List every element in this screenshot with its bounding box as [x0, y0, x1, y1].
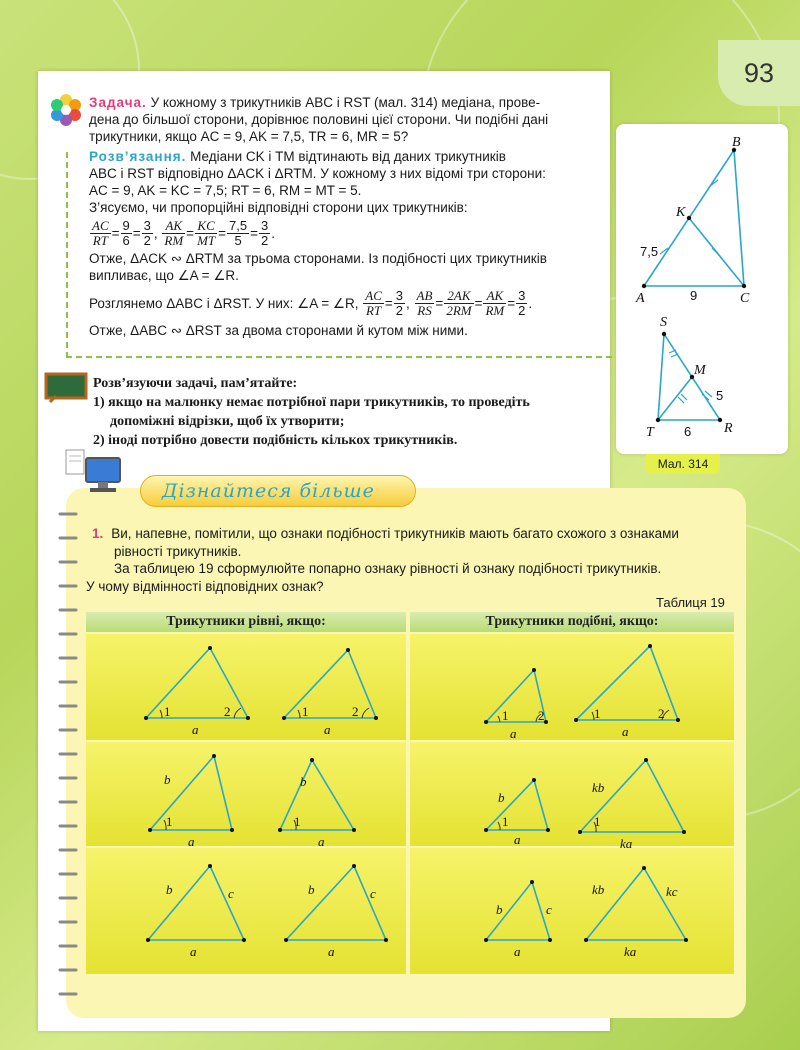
- notebook-spiral: [58, 508, 82, 998]
- side-label: kb: [592, 780, 605, 795]
- side-label: ka: [620, 836, 633, 851]
- angle-label: 1: [502, 814, 509, 829]
- solution-line: AC = 9, AK = KC = 7,5; RT = 6, RM = MT = 5.: [89, 183, 362, 198]
- vertex-label: T: [646, 425, 654, 440]
- ratio-line: $\frac{AC}{RT}$ = $\frac{9}{6}$ = $\frac{3}{2}$ , $\frac{AK}{RM}$ = $\frac{KC}{MT}$ = $\frac{7,5}{5}$ = $\frac{3}{2}$ .: [92, 217, 275, 248]
- side-label: c: [370, 886, 376, 901]
- side-label: a: [622, 724, 629, 739]
- task-line: У кожному з трикутників ABC і RST (мал. 314) медіана, прове-: [150, 95, 541, 110]
- side-label: b: [308, 882, 315, 897]
- vertex-label: C: [740, 291, 750, 306]
- vertex-label: R: [724, 421, 733, 436]
- fraction: $\frac{AB}{RS}$: [416, 287, 433, 318]
- task-line: трикутники, якщо AC = 9, AK = 7,5, TR = 6, MR = 5?: [89, 129, 409, 144]
- learn-more-title: Дізнайтеся більше: [162, 480, 375, 502]
- side-label: a: [324, 722, 331, 737]
- figure-caption: Мал. 314: [646, 454, 720, 474]
- angle-label: 2: [352, 704, 359, 719]
- solution-line: Отже, ΔACK ∾ ΔRTM за трьома сторонами. Із подібності цих трикутників: [89, 251, 547, 266]
- fraction: $\frac{9}{6}$: [122, 217, 130, 248]
- page-number: 93: [718, 40, 800, 106]
- side-label: a: [318, 834, 325, 849]
- fraction: $\frac{3}{2}$: [395, 287, 404, 318]
- solution-line: випливає, що ∠A = ∠R.: [89, 268, 239, 283]
- task-block: [89, 94, 601, 339]
- fraction: $\frac{3}{2}$: [143, 217, 151, 248]
- angle-label: 1: [164, 704, 171, 719]
- side-label: b: [166, 882, 173, 897]
- fraction: $\frac{3}{2}$: [518, 287, 526, 318]
- angle-label: 1: [594, 706, 601, 721]
- solution-line: Розглянемо ΔABC і ΔRST. У них: ∠A = ∠R,: [89, 295, 359, 311]
- fraction: $\frac{AK}{RM}$: [164, 217, 184, 248]
- question-line: За таблицею 19 сформулюйте попарно ознаку рівності й ознаку подібності трикутників.: [114, 561, 662, 576]
- computer-icon: [62, 448, 124, 498]
- question-line: У чому відмінності відповідних ознак?: [86, 578, 324, 594]
- side-label: b: [496, 902, 503, 917]
- fraction: $\frac{7,5}{5}$: [229, 217, 248, 248]
- side-label: a: [514, 832, 521, 847]
- remember-line: Розв’язуючи задачі, пам’ятайте:: [93, 376, 298, 391]
- flower-icon: [50, 94, 82, 126]
- ratio-line: Розглянемо ΔABC і ΔRST. У них: ∠A = ∠R, $\frac{AC}{RT}$ = $\frac{3}{2}$ , $\frac{AB}{RS}$ = $\frac{2AK}{2RM}$ = $\frac{AK}{RM}$ = $\frac{3}{2}$ .: [89, 287, 533, 318]
- table-header-similar: Трикутники подібні, якщо:: [410, 612, 734, 632]
- solution-line: Отже, ΔABC ∾ ΔRST за двома сторонами й кутом між ними.: [89, 323, 468, 338]
- side-label: 7,5: [640, 244, 659, 259]
- fraction: $\frac{2AK}{2RM}$: [446, 287, 472, 318]
- side-label: b: [164, 772, 171, 787]
- vertex-label: M: [694, 363, 706, 378]
- angle-label: 2: [538, 708, 545, 723]
- angle-label: 1: [166, 814, 173, 829]
- side-label: a: [190, 944, 197, 959]
- figure-314: [616, 124, 788, 454]
- fraction: $\frac{AC}{RT}$: [365, 287, 382, 318]
- side-label: kc: [666, 884, 678, 899]
- fraction: $\frac{3}{2}$: [260, 217, 269, 248]
- remember-line: допоміжні відрізки, щоб їх утворити;: [110, 414, 345, 429]
- angle-label: 1: [594, 814, 601, 829]
- table-caption: Таблиця 19: [656, 595, 725, 610]
- angle-label: 2: [658, 706, 665, 721]
- side-label: 5: [716, 388, 724, 403]
- task-line: дена до більшої сторони, дорівнює половині цієї сторони. Чи подібні дані: [89, 112, 549, 127]
- side-label: ka: [624, 944, 637, 959]
- table-triangles: [86, 612, 734, 974]
- question-line: рівності трикутників.: [114, 543, 242, 559]
- fraction: $\frac{KC}{MT}$: [197, 217, 216, 248]
- vertex-label: B: [732, 135, 741, 150]
- solution-label: Розв’язання.: [89, 149, 187, 164]
- side-label: kb: [592, 882, 605, 897]
- side-label: a: [192, 722, 199, 737]
- angle-label: 1: [502, 708, 509, 723]
- angle-label: 2: [224, 704, 231, 719]
- question-line: Ви, напевне, помітили, що ознаки подібності трикутників мають багато схожого з ознаками: [111, 526, 679, 541]
- fraction: $\frac{AK}{RM}$: [485, 287, 505, 318]
- angle-label: 1: [302, 704, 309, 719]
- vertex-label: K: [676, 205, 686, 220]
- side-label: c: [228, 886, 234, 901]
- chalkboard-icon: [44, 372, 88, 404]
- remember-block: [93, 374, 603, 450]
- table-header-equal: Трикутники рівні, якщо:: [86, 612, 406, 632]
- side-label: 6: [684, 424, 692, 439]
- vertex-label: S: [660, 315, 667, 330]
- vertex-label: A: [636, 291, 645, 306]
- side-label: b: [300, 774, 307, 789]
- question-block: [86, 525, 736, 595]
- side-label: c: [546, 902, 552, 917]
- side-label: a: [514, 944, 521, 959]
- side-label: a: [188, 834, 195, 849]
- fraction: $\frac{AC}{RT}$: [92, 217, 109, 248]
- solution-line: ABC і RST відповідно ΔACK і ΔRTM. У кожному з них відомі три сторони:: [89, 166, 546, 181]
- solution-line: Медіани CK і TM відтинають від даних трикутників: [190, 149, 506, 164]
- task-label: Задача.: [89, 95, 147, 110]
- question-number: 1.: [92, 526, 104, 541]
- side-label: b: [498, 790, 505, 805]
- side-label: a: [328, 944, 335, 959]
- remember-line: 2) іноді потрібно довести подібність кількох трикутників.: [93, 433, 458, 448]
- remember-line: 1) якщо на малюнку немає потрібної пари трикутників, то проведіть: [93, 395, 530, 410]
- solution-line: З’ясуємо, чи пропорційні відповідні сторони цих трикутників:: [89, 200, 468, 215]
- side-label: 9: [690, 288, 698, 303]
- angle-label: 1: [294, 814, 301, 829]
- side-label: a: [510, 726, 517, 741]
